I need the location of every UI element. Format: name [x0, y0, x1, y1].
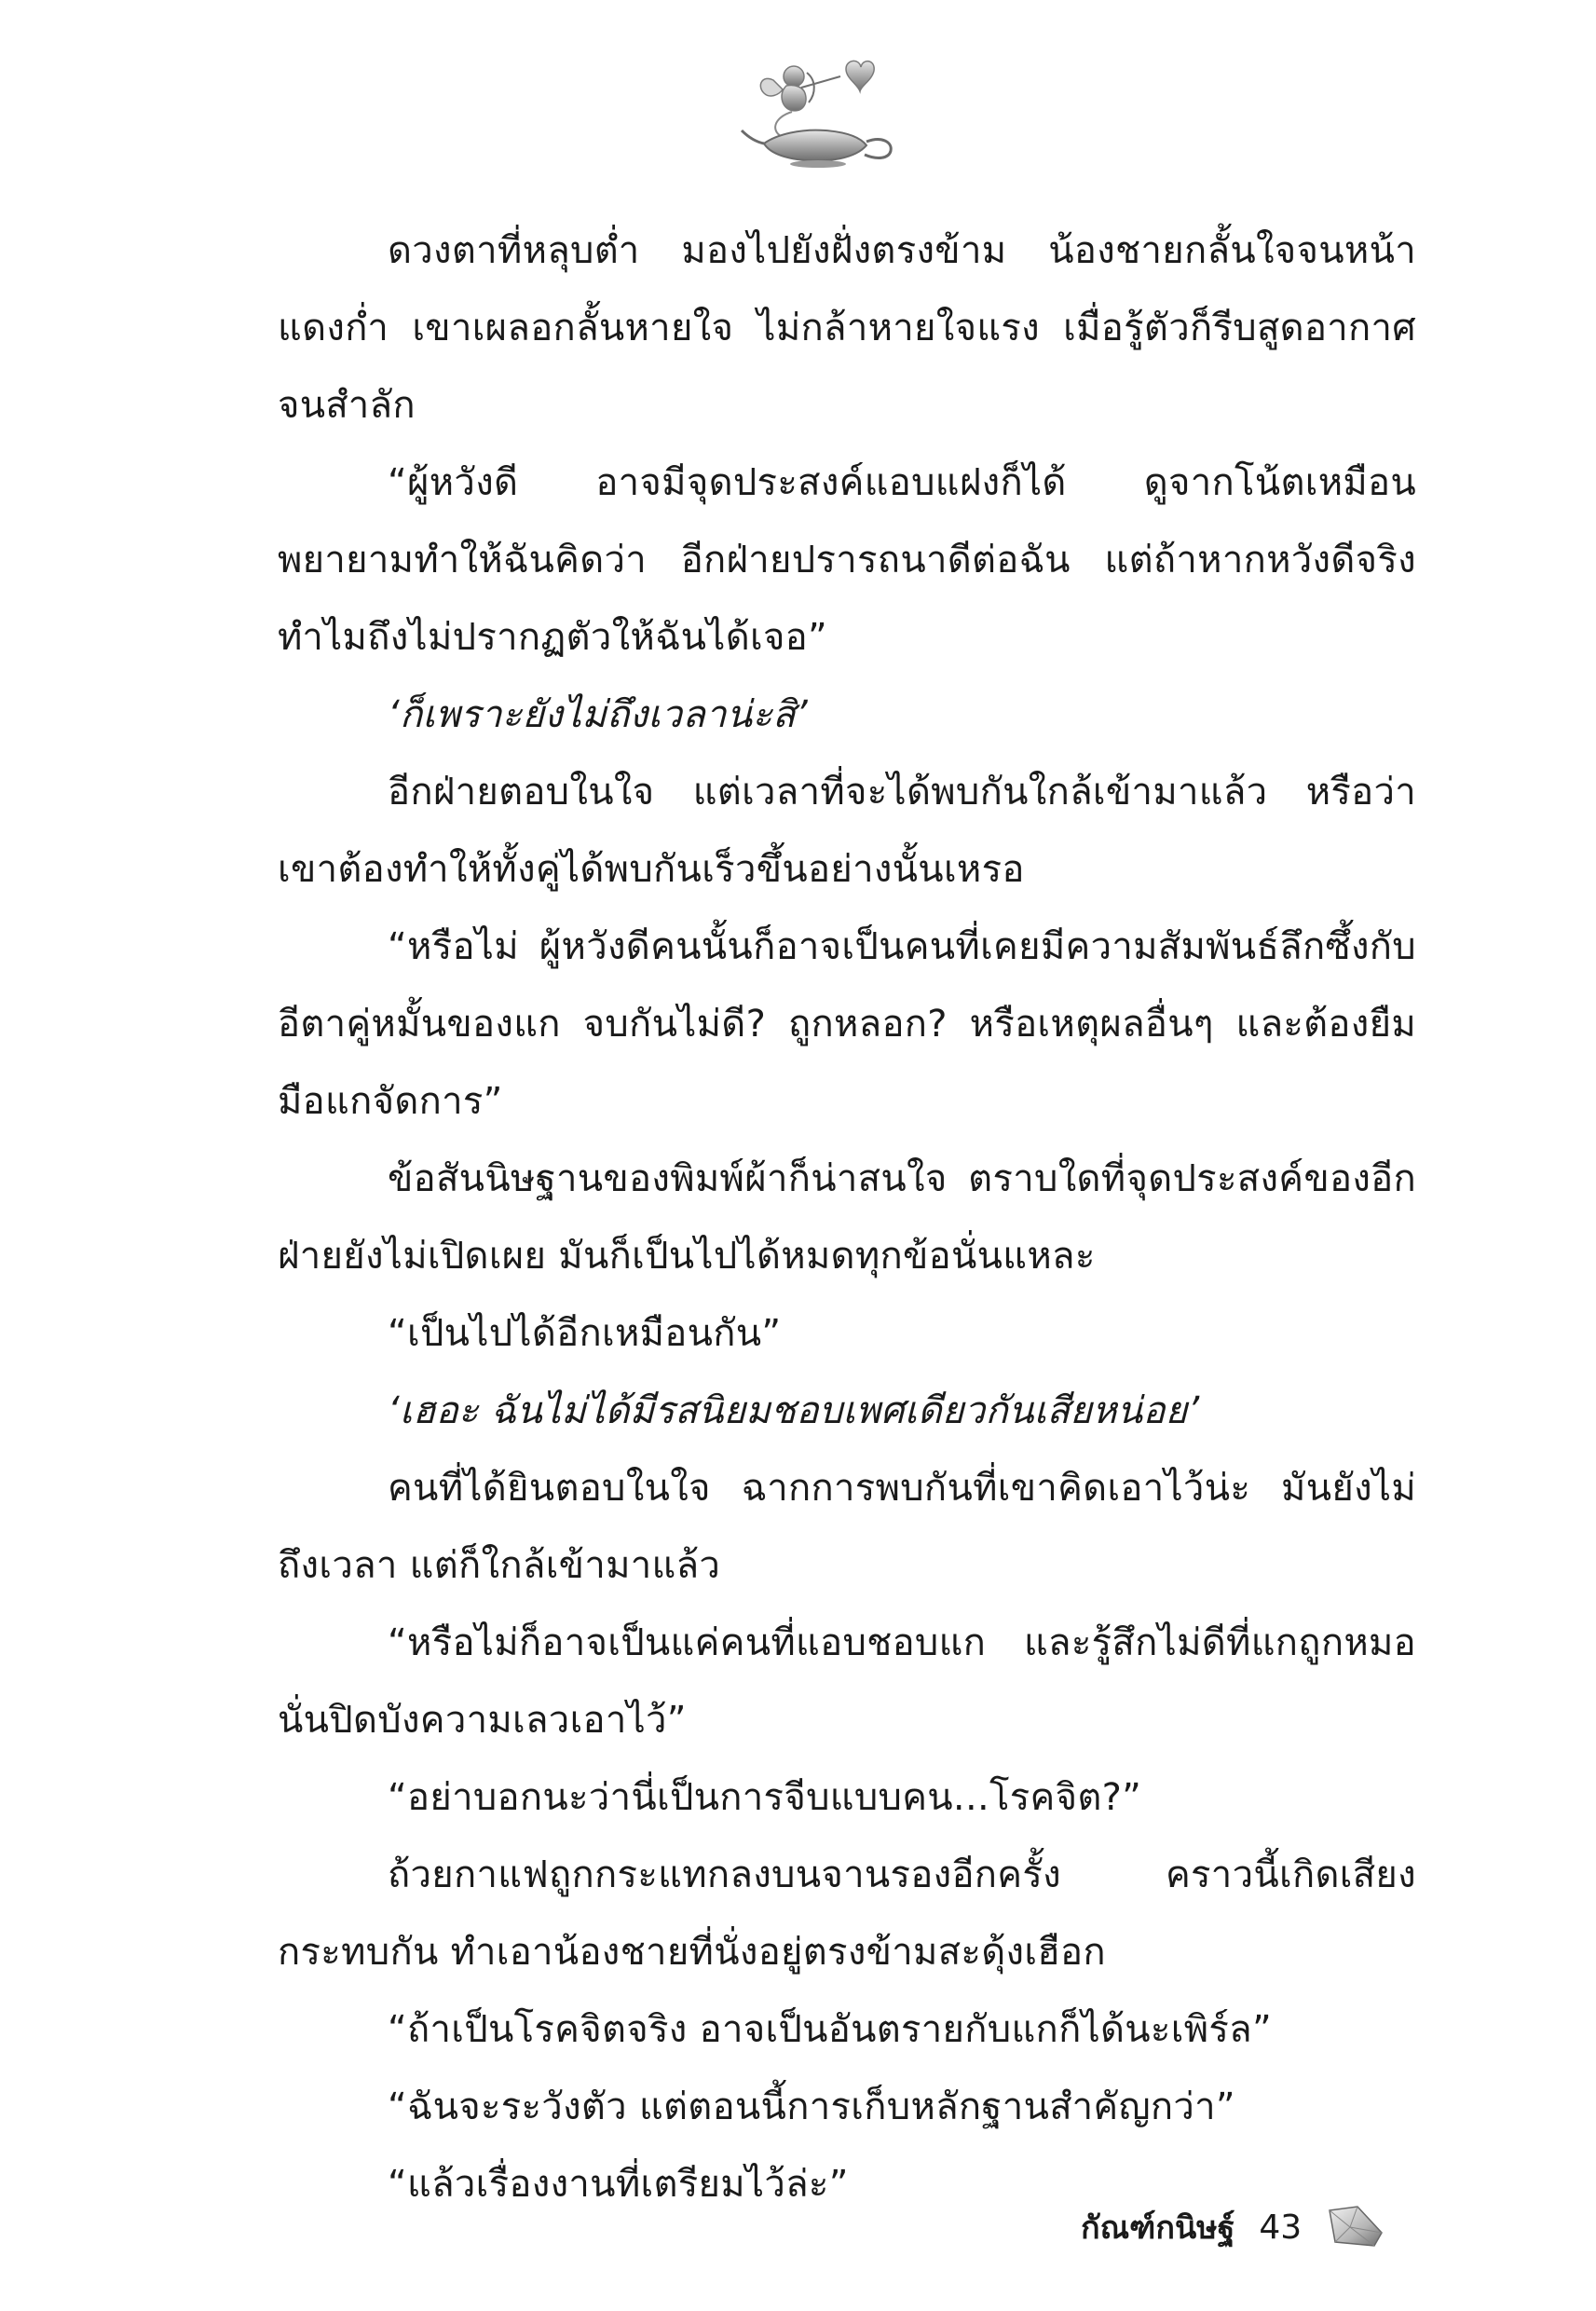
paragraph: คนที่ได้ยินตอบในใจ ฉากการพบกันที่เขาคิดเอาไว้น่ะ มันยังไม่ถึงเวลา แต่ก็ใกล้เข้ามาแล้ว [278, 1467, 1416, 1587]
paragraph: “อย่าบอกนะว่านี่เป็นการจีบแบบคน...โรคจิต?” [388, 1776, 1142, 1819]
book-title: กัณฑ์กนิษฐ์ [1081, 2209, 1235, 2247]
paragraph: “เป็นไปได้อีกเหมือนกัน” [388, 1312, 782, 1355]
paragraph: ดวงตาที่หลุบต่ำ มองไปยังฝั่งตรงข้าม น้องชายกลั้นใจจนหน้าแดงก่ำ เขาเผลอกลั้นหายใจ ไม่กล้าหายใจแรง เมื่อรู้ตัวก็รีบสูดอากาศจนสำลัก [278, 229, 1416, 427]
diamond-gem-icon [1326, 2205, 1385, 2249]
paragraph: ข้อสันนิษฐานของพิมพ์ผ้าก็น่าสนใจ ตราบใดที่จุดประสงค์ของอีกฝ่ายยังไม่เปิดเผย มันก็เป็นไปได้หมดทุกข้อนั่นแหละ [278, 1157, 1416, 1278]
page-body [278, 212, 1416, 2223]
paragraph: “ผู้หวังดี อาจมีจุดประสงค์แอบแฝงก็ได้ ดูจากโน้ตเหมือนพยายามทำให้ฉันคิดว่า อีกฝ่ายปรารถนาดีต่อฉัน แต่ถ้าหากหวังดีจริงทำไมถึงไม่ปรากฏตัวให้ฉันได้เจอ” [278, 461, 1416, 659]
italic-thought: ‘เฮอะ ฉันไม่ได้มีรสนิยมชอบเพศเดียวกันเสียหน่อย’ [388, 1389, 1200, 1432]
page-footer [1081, 2199, 1385, 2255]
paragraph: ถ้วยกาแฟถูกกระแทกลงบนจานรองอีกครั้ง คราวนี้เกิดเสียงกระทบกัน ทำเอาน้องชายที่นั่งอยู่ตรงข้ามสะดุ้งเฮือก [278, 1853, 1416, 1974]
teapot-cupid-ornament-icon [736, 48, 913, 170]
page-number: 43 [1259, 2208, 1303, 2247]
paragraph: “หรือไม่ ผู้หวังดีคนนั้นก็อาจเป็นคนที่เคยมีความสัมพันธ์ลึกซึ้งกับอีตาคู่หมั้นของแก จบกันไม่ดี? ถูกหลอก? หรือเหตุผลอื่นๆ และต้องยืมมือแกจัดการ” [278, 925, 1416, 1123]
paragraph: “แล้วเรื่องงานที่เตรียมไว้ล่ะ” [388, 2163, 849, 2206]
italic-thought: ‘ก็เพราะยังไม่ถึงเวลาน่ะสิ’ [388, 693, 808, 736]
paragraph: “หรือไม่ก็อาจเป็นแค่คนที่แอบชอบแก และรู้สึกไม่ดีที่แกถูกหมอนั่นปิดบังความเลวเอาไว้” [278, 1621, 1416, 1742]
paragraph: “ถ้าเป็นโรคจิตจริง อาจเป็นอันตรายกับแกก็ได้นะเพิร์ล” [388, 2008, 1272, 2051]
paragraph: อีกฝ่ายตอบในใจ แต่เวลาที่จะได้พบกันใกล้เข้ามาแล้ว หรือว่าเขาต้องทำให้ทั้งคู่ได้พบกันเร็วขึ้นอย่างนั้นเหรอ [278, 771, 1416, 891]
paragraph: “ฉันจะระวังตัว แต่ตอนนี้การเก็บหลักฐานสำคัญกว่า” [388, 2085, 1235, 2128]
